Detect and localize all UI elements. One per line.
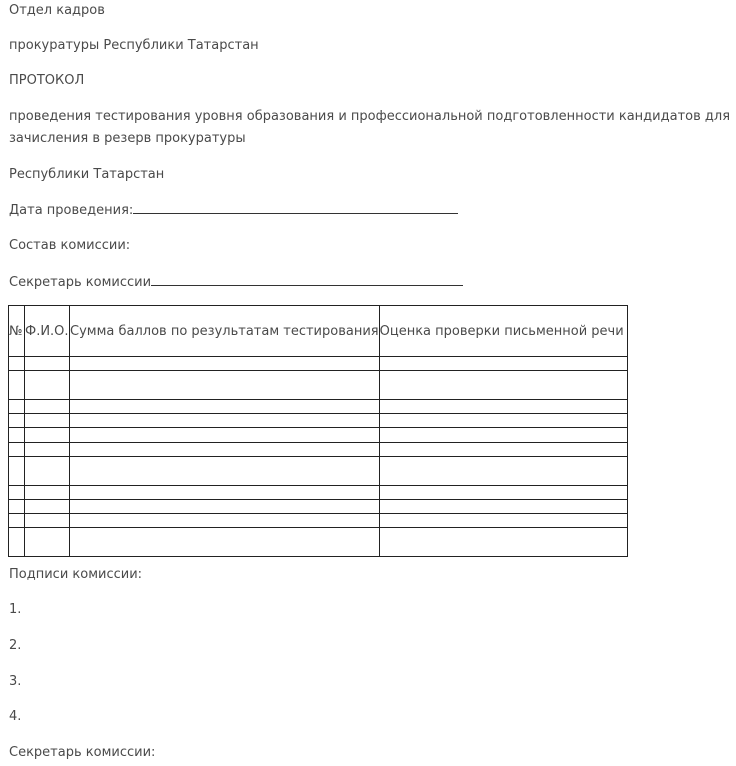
protocol-title: ПРОТОКОЛ bbox=[9, 73, 85, 88]
table-cell[interactable] bbox=[9, 357, 25, 371]
signatures-label: Подписи комиссии: bbox=[9, 567, 143, 582]
table-cell[interactable] bbox=[25, 500, 70, 514]
table-row bbox=[9, 500, 628, 514]
table-cell[interactable] bbox=[70, 443, 380, 457]
table-row bbox=[9, 486, 628, 500]
secretary-field bbox=[9, 273, 463, 292]
table-cell[interactable] bbox=[379, 457, 627, 486]
results-table bbox=[8, 305, 628, 557]
table-cell[interactable] bbox=[70, 414, 380, 428]
table-row bbox=[9, 428, 628, 443]
secretary-label: Секретарь комиссии bbox=[9, 275, 152, 290]
table-row bbox=[9, 414, 628, 428]
table-cell[interactable] bbox=[25, 486, 70, 500]
table-cell[interactable] bbox=[70, 428, 380, 443]
table-cell[interactable] bbox=[70, 528, 380, 557]
table-cell[interactable] bbox=[25, 528, 70, 557]
signature-item-3: 3. bbox=[9, 674, 22, 689]
table-cell[interactable] bbox=[379, 486, 627, 500]
table-cell[interactable] bbox=[379, 443, 627, 457]
date-field bbox=[9, 201, 458, 220]
table-cell[interactable] bbox=[70, 457, 380, 486]
table-cell[interactable] bbox=[379, 514, 627, 528]
table-cell[interactable] bbox=[379, 414, 627, 428]
table-cell[interactable] bbox=[25, 414, 70, 428]
table-cell[interactable] bbox=[9, 514, 25, 528]
department-line: Отдел кадров bbox=[9, 3, 105, 18]
table-row bbox=[9, 514, 628, 528]
column-header-number: № bbox=[9, 306, 25, 357]
table-cell[interactable] bbox=[25, 357, 70, 371]
table-cell[interactable] bbox=[379, 371, 627, 400]
signature-item-1: 1. bbox=[9, 602, 22, 617]
column-header-score: Сумма баллов по результатам тестирования bbox=[70, 306, 380, 357]
table-cell[interactable] bbox=[9, 400, 25, 414]
date-blank-line bbox=[133, 201, 458, 214]
signature-item-4: 4. bbox=[9, 709, 22, 724]
table-row bbox=[9, 371, 628, 400]
table-cell[interactable] bbox=[9, 486, 25, 500]
prosecutor-office-line: прокуратуры Республики Татарстан bbox=[9, 38, 259, 53]
table-cell[interactable] bbox=[9, 443, 25, 457]
table-cell[interactable] bbox=[9, 500, 25, 514]
table-cell[interactable] bbox=[70, 486, 380, 500]
table-cell[interactable] bbox=[9, 428, 25, 443]
table-cell[interactable] bbox=[379, 500, 627, 514]
column-header-writing: Оценка проверки письменной речи bbox=[379, 306, 627, 357]
column-header-name: Ф.И.О. bbox=[25, 306, 70, 357]
table-row bbox=[9, 528, 628, 557]
secretary-signature-label: Секретарь комиссии: bbox=[9, 745, 156, 760]
table-row bbox=[9, 443, 628, 457]
table-cell[interactable] bbox=[25, 514, 70, 528]
table-cell[interactable] bbox=[9, 371, 25, 400]
date-label: Дата проведения: bbox=[9, 203, 134, 218]
table-row bbox=[9, 357, 628, 371]
table-row bbox=[9, 400, 628, 414]
table-cell[interactable] bbox=[25, 371, 70, 400]
table-cell[interactable] bbox=[379, 357, 627, 371]
table-cell[interactable] bbox=[70, 514, 380, 528]
republic-line: Республики Татарстан bbox=[9, 167, 165, 182]
table-cell[interactable] bbox=[9, 414, 25, 428]
table-row bbox=[9, 457, 628, 486]
table-cell[interactable] bbox=[379, 400, 627, 414]
table-cell[interactable] bbox=[70, 357, 380, 371]
table-header-row bbox=[9, 306, 628, 357]
table-cell[interactable] bbox=[70, 400, 380, 414]
protocol-description: проведения тестирования уровня образования и профессиональной подготовленности кандидатов для зачисления в резерв прокуратуры bbox=[9, 109, 731, 146]
signature-item-2: 2. bbox=[9, 638, 22, 653]
table-cell[interactable] bbox=[70, 371, 380, 400]
table-cell[interactable] bbox=[25, 400, 70, 414]
table-cell[interactable] bbox=[25, 443, 70, 457]
secretary-blank-line bbox=[151, 273, 463, 286]
table-cell[interactable] bbox=[379, 428, 627, 443]
commission-label: Состав комиссии: bbox=[9, 238, 131, 253]
table-cell[interactable] bbox=[9, 528, 25, 557]
table-cell[interactable] bbox=[25, 428, 70, 443]
table-cell[interactable] bbox=[379, 528, 627, 557]
table-cell[interactable] bbox=[70, 500, 380, 514]
table-cell[interactable] bbox=[25, 457, 70, 486]
table-cell[interactable] bbox=[9, 457, 25, 486]
